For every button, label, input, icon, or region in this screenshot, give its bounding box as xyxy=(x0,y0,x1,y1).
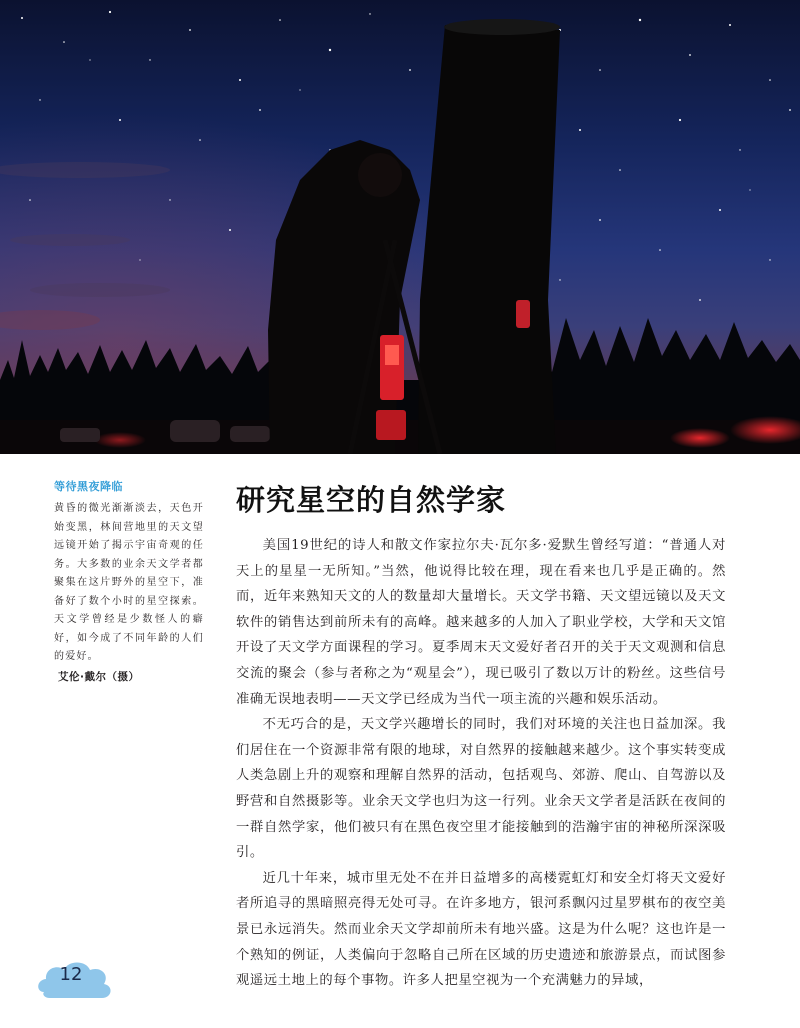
red-flashlight xyxy=(380,335,404,400)
article-paragraph-3: 近几十年来，城市里无处不在并日益增多的高楼霓虹灯和安全灯将天文爱好者所追寻的黑暗照亮得无处可寻。在许多地方，银河系飘闪过星罗棋布的夜空美景已永远消失。然而业余天文学却前所未有地兴盛。这是为什么呢？这也许是一个熟知的例证，人类偏向于忽略自己所在区域的历史遗迹和旅游景点，而试图参观遥远土地上的每个事物。许多人把星空视为一个充满魅力的异域， xyxy=(236,870,726,989)
photo-credit: 艾伦·戴尔（摄） xyxy=(58,670,140,683)
article xyxy=(236,478,726,994)
article-paragraph-1: 美国19世纪的诗人和散文作家拉尔夫·瓦尔多·爱默生曾经写道：“普通人对天上的星星一无所知。”当然，他说得比较在理，现在看来也几乎是正确的。然而，近年来熟知天文的人的数量却大量增长。天文学书籍、天文望远镜以及天文软件的销售达到前所未有的高峰。越来越多的人加入了职业学校，大学和天文馆开设了天文学方面课程的学习。夏季周末天文爱好者召开的关于天文观测和信息交流的聚会（参与者称之为“观星会”），现已吸引了数以万计的粉丝。这些信号准确无误地表明——天文学已经成为当代一项主流的兴趣和娱乐活动。 xyxy=(236,538,726,707)
page-number: 12 xyxy=(59,964,83,985)
photo-caption xyxy=(54,478,204,684)
article-title: 研究星空的自然学家 xyxy=(236,483,507,517)
caption-title: 等待黑夜降临 xyxy=(54,480,123,493)
night-sky-telescope-illustration xyxy=(0,0,800,454)
caption-body: 黄昏的微光渐渐淡去，天色开始变黑，林间营地里的天文望远镜开始了揭示宇宙奇观的任务。大多数的业余天文学者都聚集在这片野外的星空下，准备好了数个小时的星空探索。天文学曾经是少数怪人的癖好，如今成了不同年龄的人们的爱好。 xyxy=(54,503,204,662)
telescope-tube xyxy=(418,25,560,454)
article-paragraph-2: 不无巧合的是，天文学兴趣增长的同时，我们对环境的关注也日益加深。我们居住在一个资源非常有限的地球，对自然界的接触越来越少。这个事实转变成人类急剧上升的观察和理解自然界的活动，包括观鸟、郊游、爬山、自驾游以及野营和自然摄影等。业余天文学也归为这一行列。业余天文学者是活跃在夜间的一群自然学家，他们被只有在黑色夜空里才能接触到的浩瀚宇宙的神秘所深深吸引。 xyxy=(236,717,726,861)
hero-photo xyxy=(0,0,800,454)
page-number-badge xyxy=(36,952,114,1008)
